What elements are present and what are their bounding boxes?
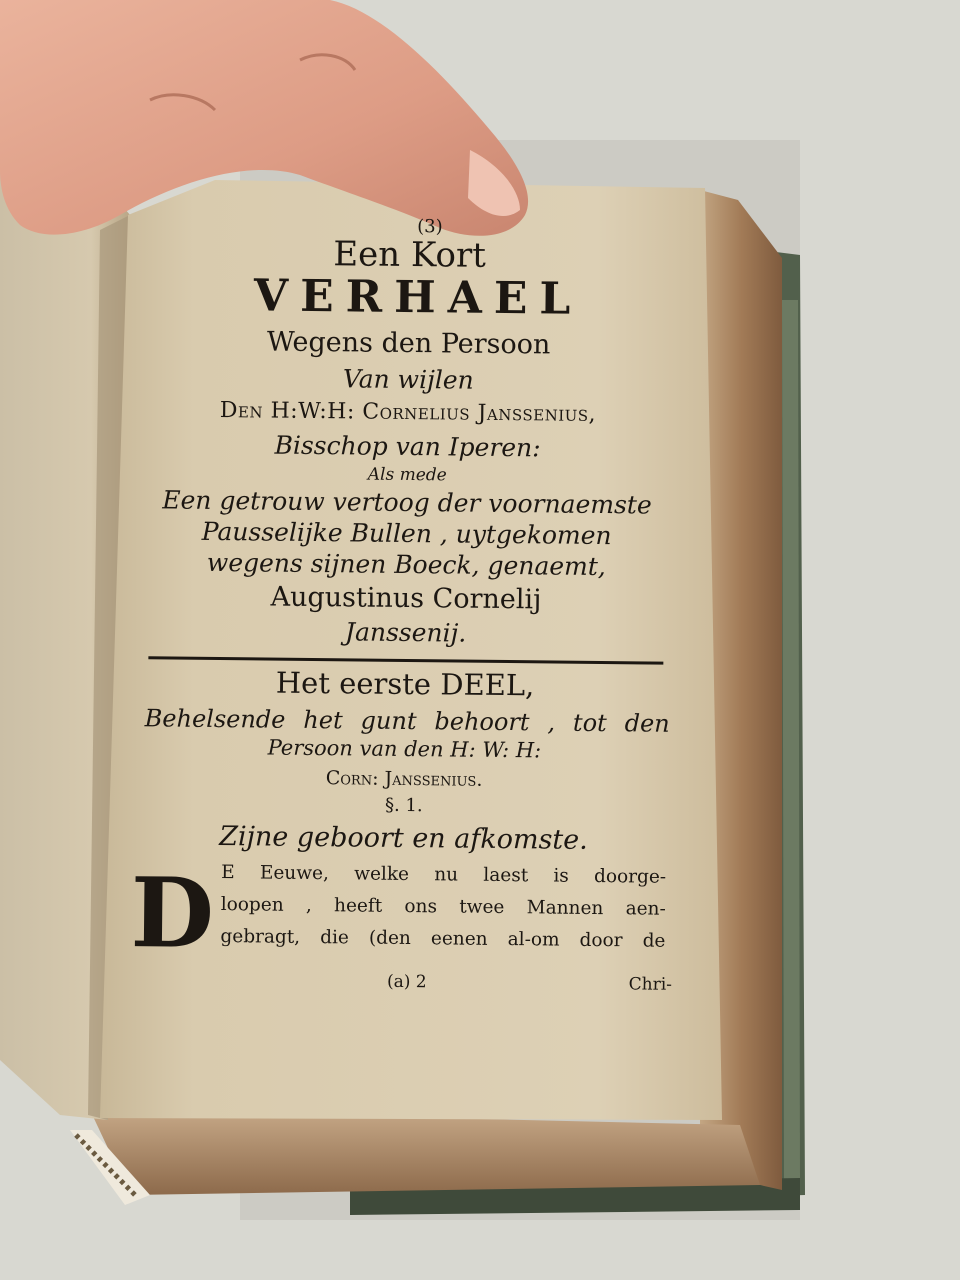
body-line-3: gebragt, die (den eenen al-om door de — [220, 926, 666, 952]
body-line-1: E Eeuwe, welke nu laest is doorge- — [221, 862, 667, 888]
body-line-2: loopen , heeft ons twee Mannen aen- — [220, 894, 666, 920]
subtitle-jansseni: Janssenij. — [344, 617, 467, 648]
subtitle-author-name: Den H:W:H: Cornelius Janssenius, — [219, 398, 597, 427]
part-heading: Het eerste DEEL, — [275, 665, 535, 703]
signature-mark: (a) 2 — [386, 971, 427, 993]
subtitle-boeck: wegens sijnen Boeck, genaemt, — [206, 547, 606, 582]
subtitle-bisschop: Bisschop van Iperen: — [274, 430, 541, 463]
subtitle-augustinus: Augustinus Cornelij — [270, 581, 542, 616]
marbled-cover-detail — [782, 300, 800, 1180]
catchword: Chri- — [628, 974, 673, 995]
title-line-2: VERHAEL — [253, 270, 583, 325]
horizontal-rule — [148, 656, 663, 664]
subtitle-pausselijke: Pausselijke Bullen , uytgekomen — [201, 516, 612, 551]
subtitle-van-wijlen: Van wijlen — [342, 364, 474, 395]
body-text-block — [130, 856, 673, 995]
title-line-1: Een Kort — [333, 234, 487, 276]
page-number: (3) — [417, 216, 443, 238]
printed-page-text — [130, 215, 673, 1070]
part-description-line-2: Persoon van den H: W: H: — [267, 735, 542, 763]
subtitle-als-mede: Als mede — [367, 464, 447, 486]
part-description-line-1: Behelsende het gunt behoort , tot den — [144, 704, 670, 738]
section-mark: §. 1. — [384, 794, 423, 817]
drop-cap: D — [130, 856, 215, 970]
subtitle-wegens: Wegens den Persoon — [266, 326, 551, 361]
subtitle-getrouw: Een getrouw vertoog der voornaemste — [162, 485, 652, 520]
part-description-line-3: Corn: Janssenius. — [325, 767, 483, 791]
section-title: Zijne geboort en afkomste. — [219, 821, 588, 856]
